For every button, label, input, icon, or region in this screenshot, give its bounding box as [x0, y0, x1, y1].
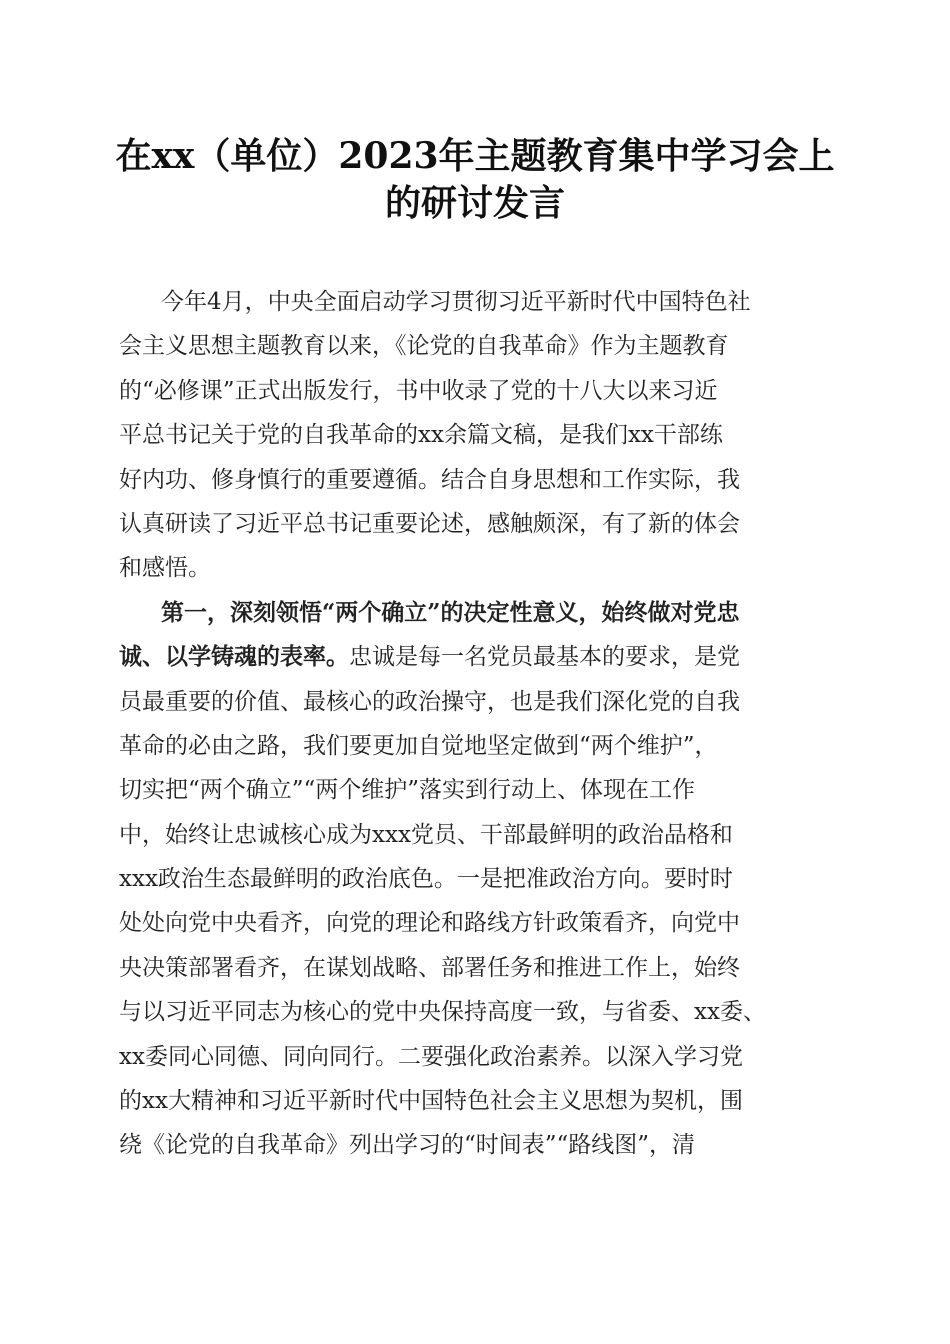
document-body — [119, 280, 839, 1168]
paragraph-line: 平总书记关于党的自我革命的xx余篇文稿，是我们xx干部练 — [119, 422, 723, 449]
paragraph-line: xx委同心同德、同向同行。二要强化政治素养。以深入学习党 — [119, 1043, 743, 1070]
paragraph-line: 员最重要的价值、最核心的政治操守，也是我们深化党的自我 — [119, 688, 740, 715]
paragraph-line: 与以习近平同志为核心的党中央保持高度一致，与省委、xx委、 — [119, 999, 766, 1026]
paragraph-line: 央决策部署看齐，在谋划战略、部署任务和推进工作上，始终 — [119, 954, 740, 981]
paragraph-line — [119, 635, 839, 679]
paragraph-line: xxx政治生态最鲜明的政治底色。一是把准政治方向。要时时 — [119, 866, 733, 893]
title-line-2: 的研讨发言 — [384, 182, 565, 224]
paragraph-line: 处处向党中央看齐，向党的理论和路线方针政策看齐，向党中 — [119, 910, 740, 937]
document-title — [100, 133, 850, 227]
section-heading-tail: 诚、以学铸魂的表率。 — [119, 643, 349, 671]
paragraph-line: 切实把“两个确立”“两个维护”落实到行动上、体现在工作 — [119, 777, 696, 804]
paragraph-section-one — [119, 591, 839, 1168]
paragraph-line: 认真研读了习近平总书记重要论述，感触颇深，有了新的体会 — [119, 510, 740, 537]
paragraph-line: 会主义思想主题教育以来，《论党的自我革命》作为主题教育 — [119, 333, 729, 360]
paragraph-line: 今年4月，中央全面启动学习贯彻习近平新时代中国特色社 — [161, 289, 751, 315]
section-heading-line: 第一，深刻领悟“两个确立”的决定性意义，始终做对党忠 — [161, 598, 740, 626]
title-line-1: 在xx（单位）2023年主题教育集中学习会上 — [115, 135, 835, 177]
paragraph-line: 好内功、修身慎行的重要遵循。结合自身思想和工作实际，我 — [119, 466, 740, 493]
paragraph-line: 中，始终让忠诚核心成为xxx党员、干部最鲜明的政治品格和 — [119, 821, 733, 848]
paragraph-intro — [119, 280, 839, 591]
paragraph-line: 的“必修课”正式出版发行，书中收录了党的十八大以来习近 — [119, 377, 718, 404]
paragraph-line: 革命的必由之路，我们要更加自觉地坚定做到“两个维护”， — [119, 732, 718, 759]
paragraph-line: 和感悟。 — [119, 555, 211, 582]
paragraph-text: 忠诚是每一名党员最基本的要求，是党 — [349, 644, 740, 671]
paragraph-line: 的xx大精神和习近平新时代中国特色社会主义思想为契机，围 — [119, 1088, 743, 1115]
paragraph-line: 绕《论党的自我革命》列出学习的“时间表”“路线图”，清 — [119, 1132, 696, 1159]
